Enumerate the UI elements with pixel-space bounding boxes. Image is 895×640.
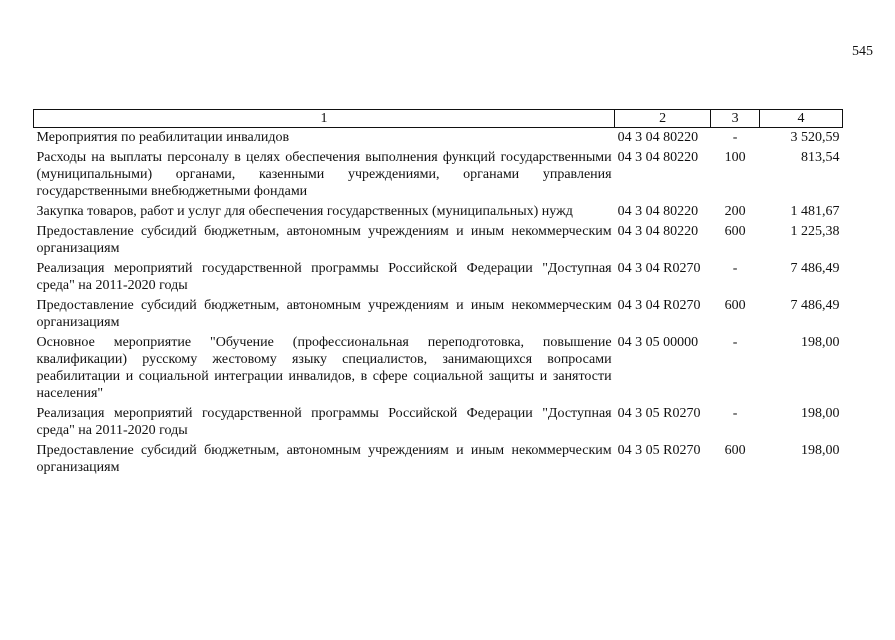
- row-code: 04 3 04 80220: [617, 130, 699, 145]
- table-row: [34, 222, 843, 259]
- table-row: [34, 202, 843, 222]
- row-sum: 198,00: [801, 443, 840, 458]
- row-sum: 3 520,59: [790, 130, 840, 145]
- row-code: 04 3 04 80220: [617, 224, 699, 239]
- row-sum: 1 481,67: [790, 204, 840, 219]
- row-expense-type: 600: [724, 224, 746, 239]
- row-expense-type: -: [732, 335, 738, 350]
- row-sum: 198,00: [801, 335, 840, 350]
- table-row: [34, 404, 843, 441]
- row-expense-type: 600: [724, 298, 746, 313]
- row-sum: 7 486,49: [790, 298, 840, 313]
- row-description: Реализация мероприятий государственной программы Российской Федерации "Доступная среда" на 2011-2020 годы: [36, 261, 612, 293]
- row-code: 04 3 05 R0270: [617, 443, 701, 458]
- table-row: [34, 259, 843, 296]
- row-description: Закупка товаров, работ и услуг для обеспечения государственных (муниципальных) нужд: [36, 204, 573, 219]
- row-description: Предоставление субсидий бюджетным, автономным учреждениям и иным некоммерческим организациям: [36, 298, 612, 330]
- row-sum: 198,00: [801, 406, 840, 421]
- table-row: [34, 441, 843, 478]
- header-col-2: 2: [615, 110, 711, 128]
- row-sum: 7 486,49: [790, 261, 840, 276]
- row-expense-type: -: [732, 261, 738, 276]
- row-code: 04 3 05 00000: [617, 335, 699, 350]
- row-code: 04 3 04 R0270: [617, 298, 701, 313]
- page-number: 545: [852, 44, 873, 59]
- table-row: [34, 128, 843, 149]
- row-code: 04 3 05 R0270: [617, 406, 701, 421]
- header-row: [34, 110, 843, 128]
- row-code: 04 3 04 80220: [617, 204, 699, 219]
- row-description: Расходы на выплаты персоналу в целях обеспечения выполнения функций государственными (муниципальными) органами, казенными учреждениями, органами управления государственными внебюджетными фондами: [36, 150, 612, 199]
- table-row: [34, 148, 843, 202]
- row-description: Мероприятия по реабилитации инвалидов: [36, 130, 290, 145]
- row-sum: 813,54: [801, 150, 840, 165]
- row-description: Предоставление субсидий бюджетным, автономным учреждениям и иным некоммерческим организациям: [36, 224, 612, 256]
- row-code: 04 3 04 R0270: [617, 261, 701, 276]
- row-expense-type: -: [732, 406, 738, 421]
- row-expense-type: 100: [724, 150, 746, 165]
- row-expense-type: 200: [724, 204, 746, 219]
- table-body: [34, 128, 843, 479]
- row-description: Предоставление субсидий бюджетным, автономным учреждениям и иным некоммерческим организациям: [36, 443, 612, 475]
- row-expense-type: -: [732, 130, 738, 145]
- budget-table: [33, 109, 843, 478]
- row-sum: 1 225,38: [790, 224, 840, 239]
- header-col-3: 3: [711, 110, 760, 128]
- row-description: Реализация мероприятий государственной программы Российской Федерации "Доступная среда" на 2011-2020 годы: [36, 406, 612, 438]
- table-row: [34, 333, 843, 404]
- header-col-4: 4: [760, 110, 843, 128]
- table-row: [34, 296, 843, 333]
- row-code: 04 3 04 80220: [617, 150, 699, 165]
- row-description: Основное мероприятие "Обучение (профессиональная переподготовка, повышение квалификации) русскому жестовому языку специалистов, занимающихся вопросами реабилитации и социальной интеграции инвалидов, в сфере социальной защиты и занятости населения": [36, 335, 612, 401]
- header-col-1: 1: [34, 110, 615, 128]
- row-expense-type: 600: [724, 443, 746, 458]
- table-header: [34, 110, 843, 128]
